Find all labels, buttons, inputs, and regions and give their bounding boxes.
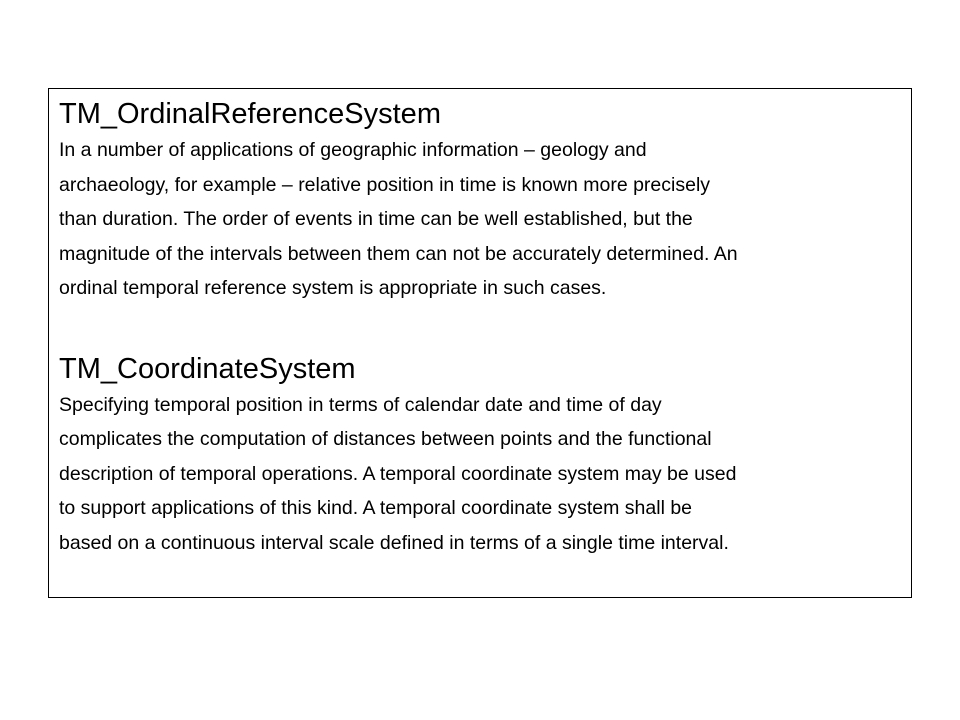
body-line: based on a continuous interval scale defined in terms of a single time interval. [59, 531, 729, 554]
body-line: In a number of applications of geographic information – geology and [59, 139, 647, 161]
body-line: than duration. The order of events in time can be well established, but the [59, 208, 693, 230]
body-line: complicates the computation of distances between points and the functional [59, 428, 712, 450]
body-line: to support applications of this kind. A temporal coordinate system shall be [59, 497, 693, 519]
section-coordinate-system [59, 350, 901, 561]
section-body [59, 388, 901, 561]
section-body [59, 133, 901, 306]
body-line: Specifying temporal position in terms of calendar date and time of day [59, 393, 662, 416]
body-line: archaeology, for example – relative position in time is known more precisely [59, 173, 711, 196]
section-spacer [59, 306, 901, 350]
section-title: TM_CoordinateSystem [59, 352, 356, 385]
body-line: description of temporal operations. A temporal coordinate system may be used [59, 462, 737, 485]
content-box [48, 88, 912, 598]
body-line: magnitude of the intervals between them can not be accurately determined. An [59, 242, 738, 265]
section-title: TM_OrdinalReferenceSystem [59, 98, 441, 130]
body-line: ordinal temporal reference system is appropriate in such cases. [59, 277, 607, 299]
section-ordinal-reference-system [59, 95, 901, 306]
